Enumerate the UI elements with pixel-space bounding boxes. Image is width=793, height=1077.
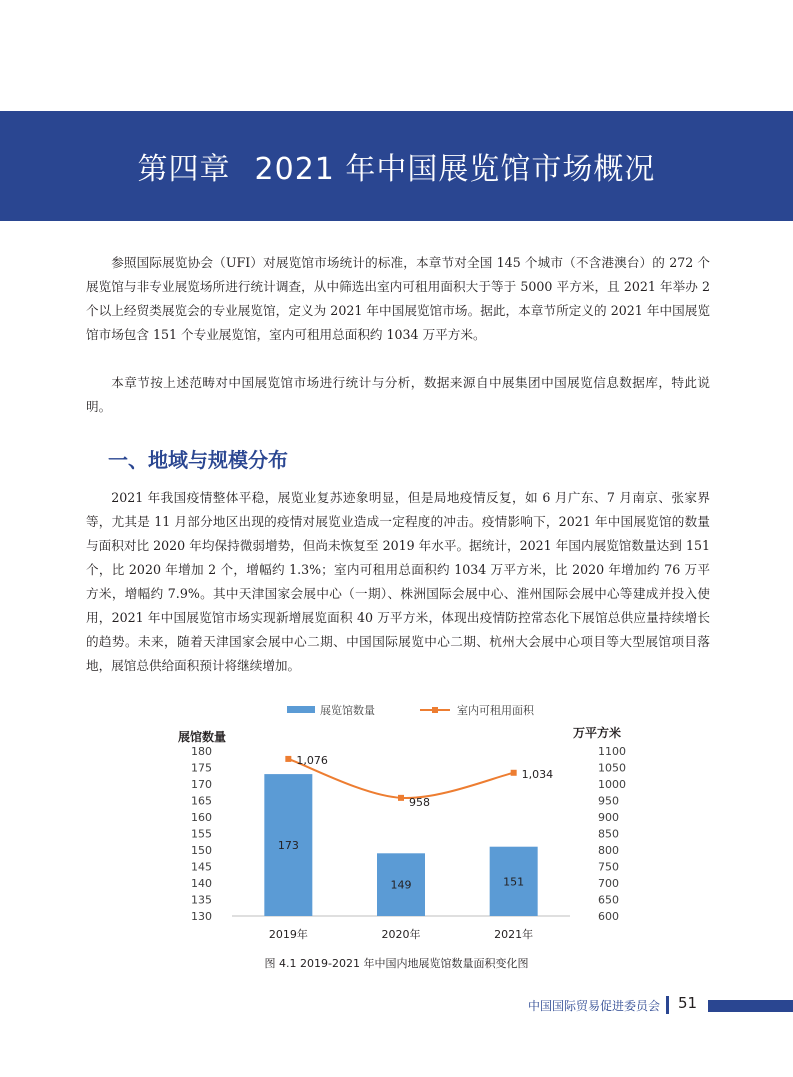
footer-organization: 中国国际贸易促进委员会 (527, 999, 660, 1013)
y-tick-right: 650 (598, 893, 619, 907)
line-label: 1,034 (521, 767, 554, 781)
footer-separator (666, 996, 669, 1014)
y-tick-left: 160 (191, 811, 212, 824)
line-label: 958 (409, 795, 430, 809)
y-tick-right: 800 (598, 844, 619, 857)
page-number: 51 (678, 994, 698, 1012)
y-tick-right: 1000 (598, 778, 626, 791)
x-tick-label: 2020年 (381, 928, 421, 941)
legend-bar-label: 展览馆数量 (320, 704, 375, 717)
y-axis-left-title: 展馆数量 (178, 730, 227, 744)
chapter-title (138, 144, 656, 188)
legend-line-label: 室内可租用面积 (457, 704, 534, 717)
y-tick-left: 135 (191, 893, 212, 907)
section-paragraph-1: 2021 年我国疫情整体平稳，展览业复苏迹象明显，但是局地疫情反复，如 6 月广东、7 月南京、张家界等，尤其是 11 月部分地区出现的疫情对展览业造成一定程度的冲击。疫情影响下，2021 年中国展览馆的数量与面积对比 2020 年均保持微弱增势，但尚未恢复至 2019 年水平。据统计，2021 年国内展览馆数量达到 151 个，比 2020 年增加 2 个，增幅约 1.3%；室内可租用总面积约 1034 万平方米，比 2020 年增加约 76 万平方米，增幅约 7.9%。其中天津国家会展中心（一期）、株洲国际会展中心、淮州国际会展中心等建成并投入使用，2021 年中国展览馆市场实现新增展览面积 40 万平方米，体现出疫情防控常态化下展馆总供应量持续增长的趋势。未来，随着天津国家会展中心二期、中国国际展览中心二期、杭州大会展中心项目等大型展馆项目落地，展馆总供给面积预计将继续增加。 (86, 490, 710, 673)
y-tick-right: 1100 (598, 745, 626, 758)
section-title: 一、地域与规模分布 (108, 448, 288, 472)
chapter-title-text: 2021 年中国展览馆市场概况 (254, 152, 656, 187)
y-tick-right: 850 (598, 827, 619, 841)
y-tick-left: 145 (191, 860, 212, 874)
figure-caption: 图 4.1 2019-2021 年中国内地展览馆数量面积变化图 (264, 957, 529, 970)
chart-svg (170, 696, 630, 946)
bar-label: 151 (503, 875, 525, 889)
y-tick-left: 130 (191, 910, 212, 923)
intro-paragraph-1: 参照国际展览协会（UFI）对展览馆市场统计的标准，本章节对全国 145 个城市（不含港澳台）的 272 个展览馆与非专业展览场所进行统计调查，从中筛选出室内可租用面积大于等于 5000 平方米，且 2021 年举办 2 个以上经贸类展览会的专业展览馆，定义为 2021 年中国展览馆市场。据此，本章节所定义的 2021 年中国展览馆市场包含 151 个专业展览馆，室内可租用总面积约 1034 万平方米。 (86, 255, 710, 342)
line-point (398, 795, 404, 801)
bar-label: 149 (390, 878, 412, 892)
footer-accent-bar (708, 1000, 793, 1012)
y-tick-left: 180 (191, 745, 212, 758)
intro-paragraph-2: 本章节按上述范畴对中国展览馆市场进行统计与分析，数据来源自中展集团中国展览信息数据库，特此说明。 (86, 375, 710, 414)
y-axis-right-title: 万平方米 (573, 726, 622, 740)
chapter-banner (0, 111, 793, 221)
y-tick-right: 700 (598, 877, 619, 890)
line-point (511, 770, 517, 776)
chart (170, 696, 630, 946)
y-tick-left: 175 (191, 761, 212, 775)
x-tick-label: 2019年 (268, 928, 308, 941)
legend-bar-swatch (287, 706, 315, 713)
y-tick-right: 900 (598, 811, 619, 824)
x-tick-label: 2021年 (494, 928, 534, 941)
y-tick-left: 170 (191, 778, 212, 791)
y-tick-right: 1050 (598, 761, 626, 775)
y-tick-left: 140 (191, 877, 212, 890)
y-tick-left: 165 (191, 794, 212, 808)
legend-line-marker (432, 707, 438, 713)
bar-label: 173 (277, 839, 299, 853)
y-tick-right: 600 (598, 910, 619, 923)
chapter-label: 第四章 (137, 152, 231, 187)
line-point (285, 756, 291, 762)
y-tick-left: 150 (191, 844, 212, 857)
y-tick-right: 750 (598, 860, 619, 874)
line-label: 1,076 (296, 753, 328, 767)
y-tick-left: 155 (191, 827, 212, 841)
y-tick-right: 950 (598, 794, 619, 808)
